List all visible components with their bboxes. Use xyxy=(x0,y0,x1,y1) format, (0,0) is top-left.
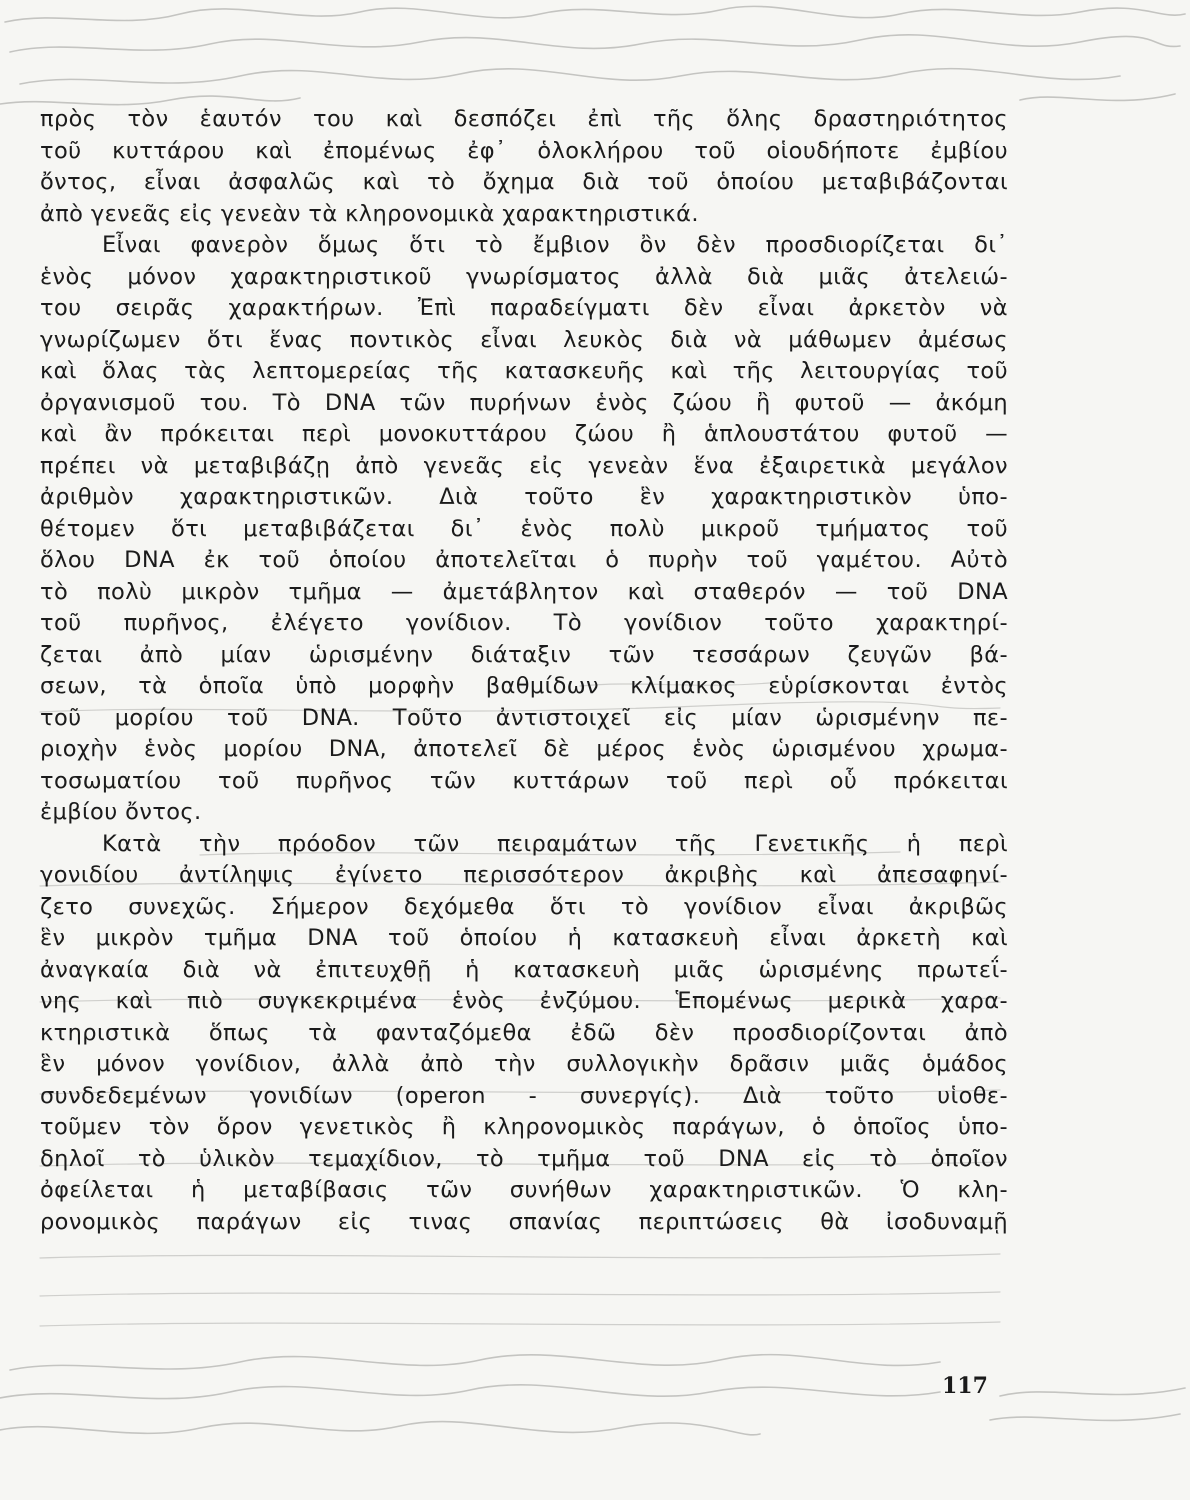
text-line: τοῦ κυττάρου καὶ ἐπομένως ἐφ᾽ ὁλοκλήρου τοῦ οἱουδήποτε ἐμβίου xyxy=(40,137,1008,164)
page-number: 117 xyxy=(942,1373,988,1399)
underline-stroke xyxy=(40,1292,1000,1296)
text-line: του σειρᾶς χαρακτήρων. Ἐπὶ παραδείγματι δὲν εἶναι ἀρκετὸν νὰ xyxy=(40,295,1008,321)
paragraph-start-line: Κατὰ τὴν πρόοδον τῶν πειραμάτων τῆς Γενετικῆς ἡ περὶ xyxy=(102,830,1008,857)
text-line: σεων, τὰ ὁποῖα ὑπὸ μορφὴν βαθμίδων κλίμακος εὑρίσκονται ἐντὸς xyxy=(40,673,1008,699)
text-line: τοῦ μορίου τοῦ DNA. Τοῦτο ἀντιστοιχεῖ εἰς μίαν ὡρισμένην πε- xyxy=(40,704,1008,731)
text-line: ἓν μικρὸν τμῆμα DNA τοῦ ὁποίου ἡ κατασκευὴ εἶναι ἀρκετὴ καὶ xyxy=(40,925,1008,951)
text-line: κτηριστικὰ ὅπως τὰ φανταζόμεθα ἐδῶ δὲν προσδιορίζονται ἀπὸ xyxy=(40,1019,1008,1046)
text-line: ὀργανισμοῦ του. Τὸ DNA τῶν πυρήνων ἑνὸς ζώου ἢ φυτοῦ — ἀκόμη xyxy=(40,389,1008,416)
text-line: ριοχὴν ἑνὸς μορίου DNA, ἀποτελεῖ δὲ μέρος ἑνὸς ὡρισμένου χρωμα- xyxy=(40,736,1008,762)
scribble-stroke xyxy=(1000,1388,1185,1396)
scribble-stroke xyxy=(10,35,1180,52)
text-line: τοῦμεν τὸν ὅρον γενετικὸς ἢ κληρονομικὸς παράγων, ὁ ὁποῖος ὑπο- xyxy=(40,1114,1008,1140)
scribble-stroke xyxy=(1020,94,1175,100)
text-line: θέτομεν ὅτι μεταβιβάζεται δι᾽ ἑνὸς πολὺ μικροῦ τμήματος τοῦ xyxy=(40,515,1008,542)
text-line: ἀπὸ γενεᾶς εἰς γενεὰν τὰ κληρονομικὰ χαρακτηριστικά. xyxy=(40,200,699,227)
text-line: ὅλου DNA ἐκ τοῦ ὁποίου ἀποτελεῖται ὁ πυρὴν τοῦ γαμέτου. Αὐτὸ xyxy=(40,547,1008,573)
text-line: πρέπει νὰ μεταβιβάζῃ ἀπὸ γενεᾶς εἰς γενεὰν ἕνα ἐξαιρετικὰ μεγάλον xyxy=(40,452,1008,479)
text-line: συνδεδεμένων γονιδίων (operon - συνεργίς). Διὰ τοῦτο υἱοθε- xyxy=(40,1082,1008,1109)
text-line: ἀριθμὸν χαρακτηριστικῶν. Διὰ τοῦτο ἓν χαρακτηριστικὸν ὑπο- xyxy=(40,484,1008,510)
text-line: ὄντος, εἶναι ἀσφαλῶς καὶ τὸ ὄχημα διὰ τοῦ ὁποίου μεταβιβάζονται xyxy=(40,169,1008,195)
underline-stroke xyxy=(40,1322,1000,1326)
text-line: ὀφείλεται ἡ μεταβίβασις τῶν συνήθων χαρακτηριστικῶν. Ὁ κλη- xyxy=(40,1177,1008,1203)
scribble-stroke xyxy=(0,1422,760,1435)
text-line: γνωρίζωμεν ὅτι ἕνας ποντικὸς εἶναι λευκὸς διὰ νὰ μάθωμεν ἀμέσως xyxy=(40,326,1008,353)
underline-stroke xyxy=(40,1254,1000,1258)
scribble-stroke xyxy=(10,1355,940,1370)
text-line: ἐμβίου ὄντος. xyxy=(40,799,202,825)
text-line: καὶ ἂν πρόκειται περὶ μονοκυττάρου ζώου ἢ ἁπλουστάτου φυτοῦ — xyxy=(40,421,1008,447)
paragraph-start-line: Εἶναι φανερὸν ὅμως ὅτι τὸ ἔμβιον ὂν δὲν προσδιορίζεται δι᾽ xyxy=(102,232,1008,258)
scribble-stroke xyxy=(20,69,1120,84)
text-line: ρονομικὸς παράγων εἰς τινας σπανίας περιπτώσεις θὰ ἰσοδυναμῇ xyxy=(40,1208,1008,1235)
scribble-stroke xyxy=(990,1414,1180,1420)
text-line: δηλοῖ τὸ ὑλικὸν τεμαχίδιον, τὸ τμῆμα τοῦ DNA εἰς τὸ ὁποῖον xyxy=(40,1145,1008,1172)
text-line: καὶ ὅλας τὰς λεπτομερείας τῆς κατασκευῆς καὶ τῆς λειτουργίας τοῦ xyxy=(40,358,1008,384)
body-text xyxy=(40,104,1008,1238)
text-line: πρὸς τὸν ἑαυτόν του καὶ δεσπόζει ἐπὶ τῆς ὅλης δραστηριότητος xyxy=(40,106,1008,132)
text-line: ζετο συνεχῶς. Σήμερον δεχόμεθα ὅτι τὸ γονίδιον εἶναι ἀκριβῶς xyxy=(40,893,1008,920)
text-line: ἀναγκαία διὰ νὰ ἐπιτευχθῇ ἡ κατασκευὴ μιᾶς ὡρισμένης πρωτεΐ- xyxy=(40,956,1008,983)
text-line: ἓν μόνον γονίδιον, ἀλλὰ ἀπὸ τὴν συλλογικὴν δρᾶσιν μιᾶς ὁμάδος xyxy=(40,1051,1008,1077)
text-line: νης καὶ πιὸ συγκεκριμένα ἑνὸς ἐνζύμου. Ἑπομένως μερικὰ χαρα- xyxy=(40,988,1008,1014)
scribble-stroke xyxy=(5,6,1185,22)
text-line: ἑνὸς μόνον χαρακτηριστικοῦ γνωρίσματος ἀλλὰ διὰ μιᾶς ἀτελειώ- xyxy=(40,263,1008,290)
scribble-stroke xyxy=(0,1385,940,1399)
text-line: τὸ πολὺ μικρὸν τμῆμα — ἀμετάβλητον καὶ σταθερόν — τοῦ DNA xyxy=(40,578,1008,605)
text-line: τοῦ πυρῆνος, ἐλέγετο γονίδιον. Τὸ γονίδιον τοῦτο χαρακτηρί- xyxy=(40,610,1008,636)
text-line: τοσωματίου τοῦ πυρῆνος τῶν κυττάρων τοῦ περὶ οὗ πρόκειται xyxy=(40,767,1008,794)
text-line: ζεται ἀπὸ μίαν ὡρισμένην διάταξιν τῶν τεσσάρων ζευγῶν βά- xyxy=(40,641,1008,668)
text-line: γονιδίου ἀντίληψις ἐγίνετο περισσότερον ἀκριβὴς καὶ ἀπεσαφηνί- xyxy=(40,862,1008,888)
